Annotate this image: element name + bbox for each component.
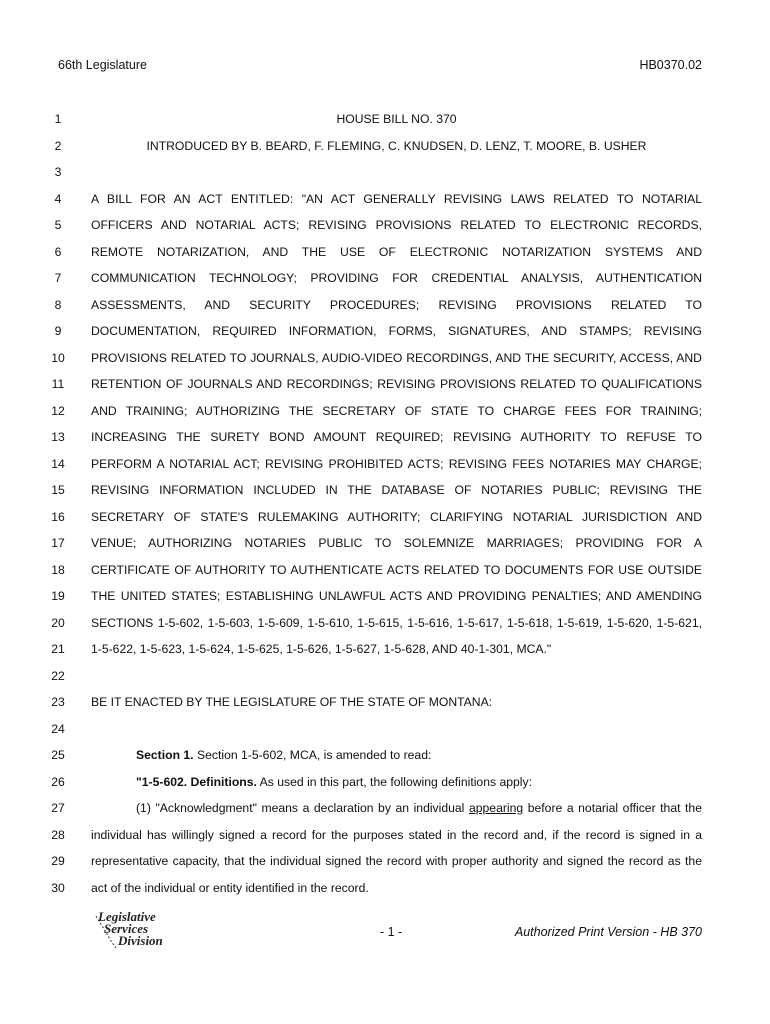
line-number: 23 [51,695,65,709]
line-text [91,454,702,474]
legislature-header: 66th Legislature [58,58,147,72]
bill-line [0,560,770,580]
line-number: 1 [54,112,62,126]
line-text [91,586,702,606]
line-text [91,798,702,818]
line-number: 17 [51,536,65,550]
line-text-content: ASSESSMENTS, AND SECURITY PROCEDURES; REVISING PROVISIONS RELATED TO [91,297,702,312]
line-text-prefix: (1) "Acknowledgment" means a declaration by an individual [136,801,465,815]
line-text [91,878,702,898]
authorized-print-version: Authorized Print Version - HB 370 [514,925,702,939]
bill-line [0,639,770,659]
bill-line [0,586,770,606]
line-number: 21 [51,642,65,656]
line-text-content: DOCUMENTATION, REQUIRED INFORMATION, FORMS, SIGNATURES, AND STAMPS; REVISING [91,324,702,338]
bill-line [0,825,770,845]
bill-line [0,136,770,156]
line-number: 9 [54,324,62,338]
bill-line [0,666,770,686]
legislative-services-division-logo [92,910,182,952]
line-number: 27 [51,801,65,815]
line-number: 10 [51,350,65,365]
line-number: 22 [51,668,65,683]
line-text-content: THE UNITED STATES; ESTABLISHING UNLAWFUL ACTS AND PROVIDING PENALTIES; AND AMENDING [91,589,702,603]
line-text-content: representative capacity, that the individual signed the record with proper authority and signed the record as the [91,854,702,868]
line-text-content: Section 1-5-602, MCA, is amended to read: [196,748,432,762]
line-text-content: BE IT ENACTED BY THE LEGISLATURE OF THE STATE OF MONTANA: [91,695,493,709]
line-number: 2 [54,138,62,153]
line-text [91,639,702,659]
bill-line [0,798,770,818]
line-number: 11 [51,377,65,391]
line-number: 3 [54,165,62,179]
line-text-content: AND TRAINING; AUTHORIZING THE SECRETARY OF STATE TO CHARGE FEES FOR TRAINING; [91,403,702,418]
line-text-content: As used in this part, the following definitions apply: [259,774,532,789]
line-number: 14 [51,456,65,471]
line-text-content: INTRODUCED BY B. BEARD, F. FLEMING, C. KNUDSEN, D. LENZ, T. MOORE, B. USHER [146,138,647,153]
line-text [91,613,702,633]
bill-line [0,109,770,129]
bill-line [0,374,770,394]
line-text [91,295,702,315]
line-text [91,268,702,288]
line-text [91,427,702,447]
bill-line [0,507,770,527]
bill-line [0,295,770,315]
line-text [91,560,702,580]
line-text [91,480,702,500]
line-text [91,109,702,129]
page-number: - 1 - [380,925,403,939]
line-number: 30 [51,880,65,895]
line-text-content: CERTIFICATE OF AUTHORITY TO AUTHENTICATE ACTS RELATED TO DOCUMENTS FOR USE OUTSIDE [91,562,702,577]
line-text-content: PERFORM A NOTARIAL ACT; REVISING PROHIBITED ACTS; REVISING FEES NOTARIES MAY CHARGE; [91,456,702,471]
line-text [91,533,702,553]
line-text-content: HOUSE BILL NO. 370 [336,112,457,126]
line-number: 29 [51,854,65,868]
line-number: 26 [51,774,65,789]
bill-line [0,878,770,898]
bill-line [0,692,770,712]
line-text-content: SECRETARY OF STATE'S RULEMAKING AUTHORITY; CLARIFYING NOTARIAL JURISDICTION AND [91,509,702,524]
line-number: 16 [51,509,65,524]
line-number: 5 [54,218,62,232]
line-number: 7 [54,271,62,285]
bill-number-header: HB0370.02 [639,58,702,72]
bill-line [0,480,770,500]
inserted-text: appearing [468,801,524,815]
line-number: 13 [51,430,65,444]
bill-line [0,719,770,739]
line-number: 15 [51,483,65,497]
line-number: 4 [54,191,62,206]
logo-line-2: Services [104,921,149,936]
bill-line [0,215,770,235]
bill-line [0,162,770,182]
bill-line [0,427,770,447]
line-text-content: OFFICERS AND NOTARIAL ACTS; REVISING PROVISIONS RELATED TO ELECTRONIC RECORDS, [91,218,702,232]
logo-line-3: Division [118,933,163,948]
line-text [91,348,702,368]
bill-line [0,268,770,288]
line-text-content: before a notarial officer that the [527,801,702,815]
bill-line [0,401,770,421]
line-text-content: PROVISIONS RELATED TO JOURNALS, AUDIO-VIDEO RECORDINGS, AND THE SECURITY, ACCESS, AND [91,350,702,365]
line-number: 25 [51,748,65,762]
line-text [91,321,702,341]
line-text-content: 1-5-622, 1-5-623, 1-5-624, 1-5-625, 1-5-626, 1-5-627, 1-5-628, AND 40-1-301, MCA." [91,642,552,656]
line-text-content: COMMUNICATION TECHNOLOGY; PROVIDING FOR CREDENTIAL ANALYSIS, AUTHENTICATION [91,271,702,285]
bill-line [0,772,770,792]
line-text [91,136,702,156]
section-heading: "1-5-602. Definitions. [136,774,257,789]
line-text [91,507,702,527]
line-text-content: individual has willingly signed a record for the purposes stated in the record and, if the record is signed in a [91,827,702,842]
bill-line [0,533,770,553]
line-number: 18 [51,562,65,577]
line-text-content: act of the individual or entity identified in the record. [91,880,369,895]
line-text-content: RETENTION OF JOURNALS AND RECORDINGS; REVISING PROVISIONS RELATED TO QUALIFICATIONS [91,377,702,391]
logo-flourish-icon [92,912,122,952]
line-text [91,851,702,871]
line-text [91,374,702,394]
bill-line [0,242,770,262]
line-text [91,825,702,845]
line-text [91,215,702,235]
line-text-content: VENUE; AUTHORIZING NOTARIES PUBLIC TO SOLEMNIZE MARRIAGES; PROVIDING FOR A [91,536,702,550]
line-number: 28 [51,827,65,842]
line-text [91,401,702,421]
line-text-content: SECTIONS 1-5-602, 1-5-603, 1-5-609, 1-5-610, 1-5-615, 1-5-616, 1-5-617, 1-5-618, 1-5-619, 1-5-620, 1-5-621, [91,615,702,630]
logo-line-1: Legislative [98,909,156,924]
section-heading: Section 1. [136,748,194,762]
line-text [91,242,702,262]
line-text-content: REMOTE NOTARIZATION, AND THE USE OF ELECTRONIC NOTARIZATION SYSTEMS AND [91,244,702,259]
bill-line [0,613,770,633]
line-text [91,189,702,209]
line-text-content: REVISING INFORMATION INCLUDED IN THE DATABASE OF NOTARIES PUBLIC; REVISING THE [91,483,702,497]
line-text-content: INCREASING THE SURETY BOND AMOUNT REQUIRED; REVISING AUTHORITY TO REFUSE TO [91,430,702,444]
line-number: 8 [54,297,62,312]
line-text [91,745,702,765]
line-text [91,772,702,792]
line-number: 19 [51,589,65,603]
bill-line [0,189,770,209]
bill-line [0,454,770,474]
line-number: 12 [51,403,65,418]
bill-line [0,321,770,341]
line-number: 20 [51,615,65,630]
bill-line [0,851,770,871]
line-number: 6 [54,244,62,259]
bill-line [0,745,770,765]
line-text-content: A BILL FOR AN ACT ENTITLED: "AN ACT GENERALLY REVISING LAWS RELATED TO NOTARIAL [91,191,702,206]
line-text [91,692,702,712]
bill-line [0,348,770,368]
line-number: 24 [51,721,65,736]
